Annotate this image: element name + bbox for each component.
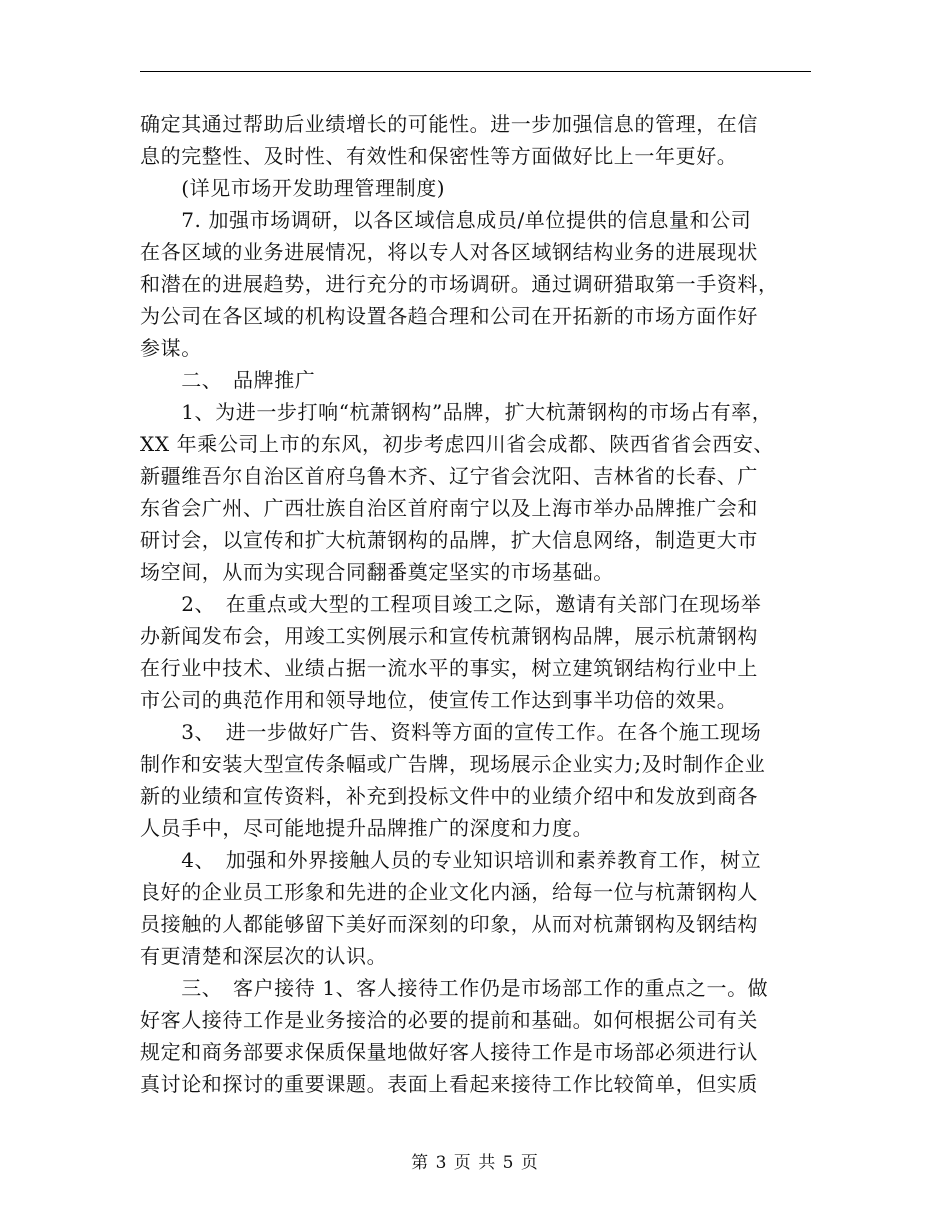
text-line: 参谋。 [140, 336, 202, 360]
text-line: 有更清楚和深层次的认识。 [140, 944, 388, 968]
text-line: 人员手中，尽可能地提升品牌推广的深度和力度。 [140, 816, 594, 840]
text-line: 制作和安装大型宣传条幅或广告牌，现场展示企业实力;及时制作企业 [140, 752, 766, 776]
text-line: 好客人接待工作是业务接洽的必要的提前和基础。如何根据公司有关 [140, 1008, 758, 1032]
text-line: 东省会广州、广西壮族自治区首府南宁以及上海市举办品牌推广会和 [140, 496, 758, 520]
text-line: 良好的企业员工形象和先进的企业文化内涵，给每一位与杭萧钢构人 [140, 880, 758, 904]
text-line: 4、 加强和外界接触人员的专业知识培训和素养教育工作，树立 [140, 848, 762, 872]
page-footer: 第 3 页 共 5 页 [411, 1153, 539, 1173]
text-line: 在各区域的业务进展情况，将以专人对各区域钢结构业务的进展现状 [140, 240, 758, 264]
text-line: (详见市场开发助理管理制度) [140, 176, 446, 200]
body-text [140, 108, 820, 1100]
text-line: 场空间，从而为实现合同翻番奠定坚实的市场基础。 [140, 560, 614, 584]
text-line: 确定其通过帮助后业绩增长的可能性。进一步加强信息的管理，在信 [140, 112, 758, 136]
text-line: 真讨论和探讨的重要课题。表面上看起来接待工作比较简单，但实质 [140, 1072, 758, 1096]
section-heading: 三、 客户接待 1、客人接待工作仍是市场部工作的重点之一。做 [140, 976, 769, 1000]
text-line: 3、 进一步做好广告、资料等方面的宣传工作。在各个施工现场 [140, 720, 762, 744]
text-line: 办新闻发布会，用竣工实例展示和宣传杭萧钢构品牌，展示杭萧钢构 [140, 624, 758, 648]
text-line: 为公司在各区域的机构设置各趋合理和公司在开拓新的市场方面作好 [140, 304, 758, 328]
text-line: XX 年乘公司上市的东风，初步考虑四川省会成都、陕西省省会西安、 [140, 432, 775, 456]
text-line: 在行业中技术、业绩占据一流水平的事实，树立建筑钢结构行业中上 [140, 656, 758, 680]
text-line: 1、为进一步打响“杭萧钢构”品牌，扩大杭萧钢构的市场占有率， [140, 400, 773, 424]
header-rule [140, 71, 811, 72]
text-line: 和潜在的进展趋势，进行充分的市场调研。通过调研猎取第一手资料， [140, 272, 779, 296]
text-line: 新疆维吾尔自治区首府乌鲁木齐、辽宁省会沈阳、吉林省的长春、广 [140, 464, 758, 488]
text-line: 研讨会，以宣传和扩大杭萧钢构的品牌，扩大信息网络，制造更大市 [140, 528, 758, 552]
text-line: 息的完整性、及时性、有效性和保密性等方面做好比上一年更好。 [140, 144, 738, 168]
text-line: 2、 在重点或大型的工程项目竣工之际，邀请有关部门在现场举 [140, 592, 762, 616]
text-line: 7. 加强市场调研，以各区域信息成员/单位提供的信息量和公司 [140, 208, 752, 232]
section-heading: 二、 品牌推广 [140, 368, 316, 392]
text-line: 市公司的典范作用和领导地位，使宣传工作达到事半功倍的效果。 [140, 688, 738, 712]
text-line: 新的业绩和宣传资料，补充到投标文件中的业绩介绍中和发放到商各 [140, 784, 758, 808]
text-line: 员接触的人都能够留下美好而深刻的印象，从而对杭萧钢构及钢结构 [140, 912, 758, 936]
text-line: 规定和商务部要求保质保量地做好客人接待工作是市场部必须进行认 [140, 1040, 758, 1064]
